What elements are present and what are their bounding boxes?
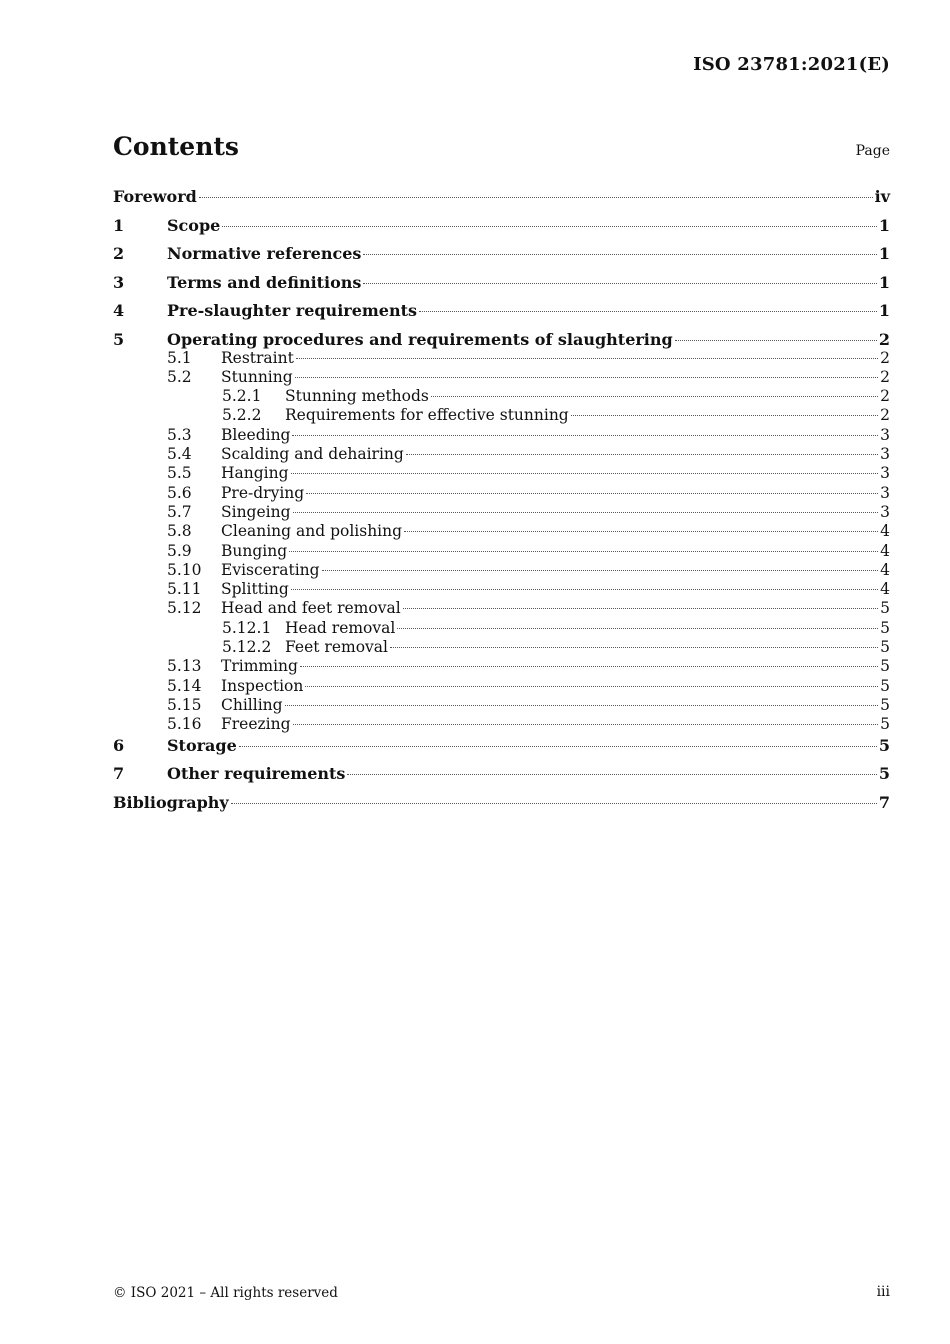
toc-entry-title: Bunging [221, 541, 288, 560]
dot-leader [292, 435, 878, 436]
toc-entry-page: 4 [880, 560, 890, 579]
toc-entry-number: 3 [113, 272, 125, 292]
toc-entry[interactable] [113, 542, 890, 561]
toc-entry-page: 5 [880, 638, 890, 657]
toc-entry-page: 3 [880, 483, 890, 502]
toc-entry-number: 5.12.2 [222, 638, 272, 657]
toc-entry-number: 5.12 [167, 599, 202, 618]
dot-leader [431, 396, 878, 397]
toc-entry-title: Splitting [221, 580, 289, 599]
dot-leader [291, 473, 879, 474]
toc-entry-title: Trimming [221, 657, 298, 676]
dot-leader [239, 746, 877, 747]
toc-entry[interactable] [113, 349, 890, 368]
toc-entry-page: 5 [880, 657, 890, 676]
toc-entry[interactable] [113, 638, 890, 657]
toc-entry[interactable] [113, 580, 890, 599]
toc-entry-title: Storage [167, 735, 237, 755]
toc-entry-number: 1 [113, 215, 125, 235]
toc-entry-number: 5.2.2 [222, 406, 262, 425]
toc-entry-title: Singeing [221, 502, 291, 521]
toc-entry-title: Eviscerating [221, 560, 320, 579]
toc-entry[interactable] [113, 272, 890, 301]
toc-entry-number: 2 [113, 244, 125, 264]
dot-leader [363, 283, 876, 284]
toc-entry-page: 4 [880, 541, 890, 560]
toc-entry-number: 5 [113, 329, 125, 349]
dot-leader [300, 666, 878, 667]
toc-entry-page: 4 [880, 522, 890, 541]
toc-entry-page: 3 [880, 464, 890, 483]
toc-entry-title: Pre-drying [221, 483, 305, 502]
dot-leader [322, 570, 879, 571]
toc-entry[interactable] [113, 599, 890, 618]
dot-leader [347, 774, 876, 775]
toc-entry-page: 3 [880, 425, 890, 444]
toc-entry-page: 2 [880, 348, 890, 367]
dot-leader [403, 608, 878, 609]
toc-entry-number: 5.7 [167, 502, 192, 521]
toc-entry-page: 5 [880, 618, 890, 637]
toc-entry-page: 1 [878, 215, 890, 235]
toc-entry[interactable] [113, 657, 890, 676]
toc-entry-title: Head and feet removal [221, 599, 401, 618]
toc-entry-title: Scalding and dehairing [221, 445, 404, 464]
dot-leader [199, 197, 873, 198]
toc-entry-number: 5.9 [167, 541, 192, 560]
toc-entry-page: 5 [878, 735, 890, 755]
toc-entry-title: Operating procedures and requirements of slaughtering [167, 329, 673, 349]
dot-leader [231, 803, 877, 804]
page-column-label: Page [855, 143, 890, 159]
dot-leader [291, 589, 878, 590]
toc-entry-title: Foreword [113, 187, 197, 206]
toc-entry-title: Terms and definitions [167, 272, 362, 292]
dot-leader [404, 531, 878, 532]
toc-entry[interactable] [113, 763, 890, 792]
toc-entry-page: 3 [880, 445, 890, 464]
toc-entry-number: 5.16 [167, 715, 202, 734]
toc-entry-title: Requirements for effective stunning [285, 406, 569, 425]
toc-entry[interactable] [113, 735, 890, 764]
toc-entry-page: 1 [878, 301, 890, 321]
toc-entry-page: 5 [880, 676, 890, 695]
toc-entry-title: Inspection [221, 676, 304, 695]
toc-entry-page: 1 [878, 244, 890, 264]
toc-entry-title: Scope [167, 215, 221, 235]
toc-entry-title: Bleeding [221, 425, 291, 444]
table-of-contents [113, 186, 890, 820]
toc-entry-page: 2 [878, 329, 890, 349]
toc-entry-page: 5 [878, 764, 890, 784]
dot-leader [305, 686, 878, 687]
toc-entry[interactable] [113, 503, 890, 522]
toc-entry-page: 1 [878, 272, 890, 292]
dot-leader [285, 705, 879, 706]
toc-entry-title: Restraint [221, 348, 294, 367]
dot-leader [222, 226, 877, 227]
dot-leader [306, 493, 878, 494]
toc-entry-number: 5.11 [167, 580, 202, 599]
copyright-notice: © ISO 2021 – All rights reserved [113, 1285, 338, 1301]
toc-entry-number: 5.14 [167, 676, 202, 695]
toc-entry-title: Hanging [221, 464, 289, 483]
toc-entry[interactable] [113, 300, 890, 329]
toc-entry[interactable] [113, 561, 890, 580]
toc-entry[interactable] [113, 445, 890, 464]
toc-entry-number: 5.15 [167, 695, 202, 714]
dot-leader [289, 551, 878, 552]
toc-entry-number: 6 [113, 735, 125, 755]
toc-entry-number: 5.3 [167, 425, 192, 444]
toc-entry[interactable] [113, 715, 890, 734]
toc-entry-number: 5.2 [167, 367, 192, 386]
dot-leader [363, 254, 876, 255]
toc-entry[interactable] [113, 243, 890, 272]
toc-entry-page: 4 [880, 580, 890, 599]
contents-heading: Contents [113, 132, 240, 161]
dot-leader [293, 512, 879, 513]
toc-entry[interactable] [113, 406, 890, 425]
toc-entry-page: 5 [880, 599, 890, 618]
toc-entry-title: Other requirements [167, 764, 346, 784]
toc-entry[interactable] [113, 677, 890, 696]
toc-entry-number: 5.13 [167, 657, 202, 676]
toc-entry[interactable] [113, 426, 890, 445]
toc-entry-title: Stunning methods [285, 387, 429, 406]
toc-entry[interactable] [113, 186, 890, 215]
dot-leader [293, 724, 879, 725]
toc-entry-page: 5 [880, 715, 890, 734]
toc-entry-page: 7 [878, 792, 890, 812]
toc-entry-title: Freezing [221, 715, 291, 734]
toc-entry-page: 5 [880, 695, 890, 714]
toc-entry-number: 7 [113, 764, 125, 784]
toc-entry-number: 5.2.1 [222, 387, 262, 406]
toc-entry-number: 5.6 [167, 483, 192, 502]
toc-entry[interactable] [113, 387, 890, 406]
toc-entry-title: Feet removal [285, 638, 388, 657]
toc-entry[interactable] [113, 464, 890, 483]
toc-entry-page: 2 [880, 367, 890, 386]
toc-entry-title: Pre-slaughter requirements [167, 301, 418, 321]
toc-entry-title: Normative references [167, 244, 362, 264]
toc-entry-page: 2 [880, 387, 890, 406]
toc-entry-number: 5.12.1 [222, 618, 272, 637]
toc-entry-title: Bibliography [113, 792, 229, 812]
toc-entry[interactable] [113, 792, 890, 821]
toc-entry[interactable] [113, 368, 890, 387]
toc-entry-number: 4 [113, 301, 125, 321]
toc-entry-title: Head removal [285, 618, 396, 637]
toc-entry[interactable] [113, 619, 890, 638]
toc-entry[interactable] [113, 484, 890, 503]
toc-entry-number: 5.10 [167, 560, 202, 579]
toc-entry-number: 5.4 [167, 445, 192, 464]
dot-leader [571, 415, 878, 416]
dot-leader [390, 647, 878, 648]
dot-leader [419, 311, 877, 312]
toc-entry-title: Stunning [221, 367, 293, 386]
dot-leader [397, 628, 878, 629]
toc-entry-title: Cleaning and polishing [221, 522, 403, 541]
dot-leader [295, 377, 878, 378]
toc-entry-number: 5.8 [167, 522, 192, 541]
toc-entry-title: Chilling [221, 695, 283, 714]
dot-leader [675, 340, 877, 341]
toc-entry-page: 2 [880, 406, 890, 425]
toc-entry[interactable] [113, 215, 890, 244]
toc-entry-page: iv [874, 187, 890, 206]
toc-entry-number: 5.1 [167, 348, 192, 367]
dot-leader [406, 454, 878, 455]
toc-entry[interactable] [113, 522, 890, 541]
toc-entry-number: 5.5 [167, 464, 192, 483]
toc-entry-page: 3 [880, 502, 890, 521]
document-id: ISO 23781:2021(E) [693, 54, 890, 75]
page-number: iii [876, 1284, 890, 1300]
toc-entry[interactable] [113, 696, 890, 715]
dot-leader [296, 358, 878, 359]
